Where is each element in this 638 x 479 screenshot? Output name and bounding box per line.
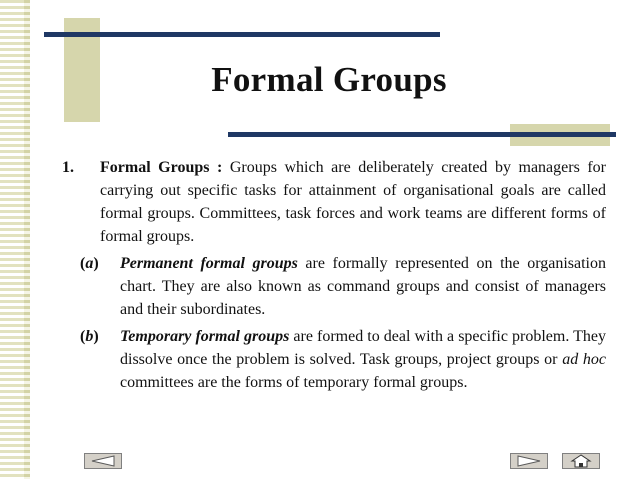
sub-item-italic-text: ad hoc [562, 351, 607, 368]
slide-content [62, 156, 606, 394]
next-slide-button[interactable] [510, 453, 548, 469]
sub-item-label: (a) [80, 255, 99, 272]
sub-letter: b [85, 328, 94, 345]
home-button[interactable] [562, 453, 600, 469]
left-decorative-border [0, 0, 30, 479]
list-item-number: 1. [62, 159, 74, 176]
sub-item-body [120, 252, 606, 321]
sub-item-body [120, 325, 606, 394]
sub-item-label: (b) [80, 328, 99, 345]
decorative-navy-line-bottom [228, 132, 616, 137]
sub-item-a [80, 252, 606, 321]
definition-text: Groups which are deliberately created by managers for carrying out specific tasks for attainment of organisational goals are called formal groups. Committees, task forces and work teams are different forms of formal groups. [100, 159, 606, 245]
decorative-navy-line-top [44, 32, 440, 37]
term-formal-groups: Formal Groups : [100, 159, 223, 176]
sub-item-b [80, 325, 606, 394]
previous-slide-button[interactable] [84, 453, 122, 469]
list-item-body [100, 156, 606, 248]
sub-letter: a [85, 255, 94, 272]
list-item-1 [62, 156, 606, 248]
sub-item-text: are formed to deal with a specific problem. They dissolve once the problem is solved. Task groups, project groups or [120, 328, 607, 368]
sub-item-text-end: committees are the forms of temporary formal groups. [120, 374, 468, 391]
slide-title: Formal Groups [211, 60, 447, 99]
home-icon [570, 454, 592, 468]
left-triangle-icon [90, 455, 116, 467]
right-triangle-icon [516, 455, 542, 467]
term-temporary-formal-groups: Temporary formal groups [120, 328, 290, 345]
term-permanent-formal-groups: Permanent formal groups [120, 255, 298, 272]
sub-item-text: are formally represented on the organisation chart. They are also known as command groups and consist of managers and their subordinates. [120, 255, 606, 318]
